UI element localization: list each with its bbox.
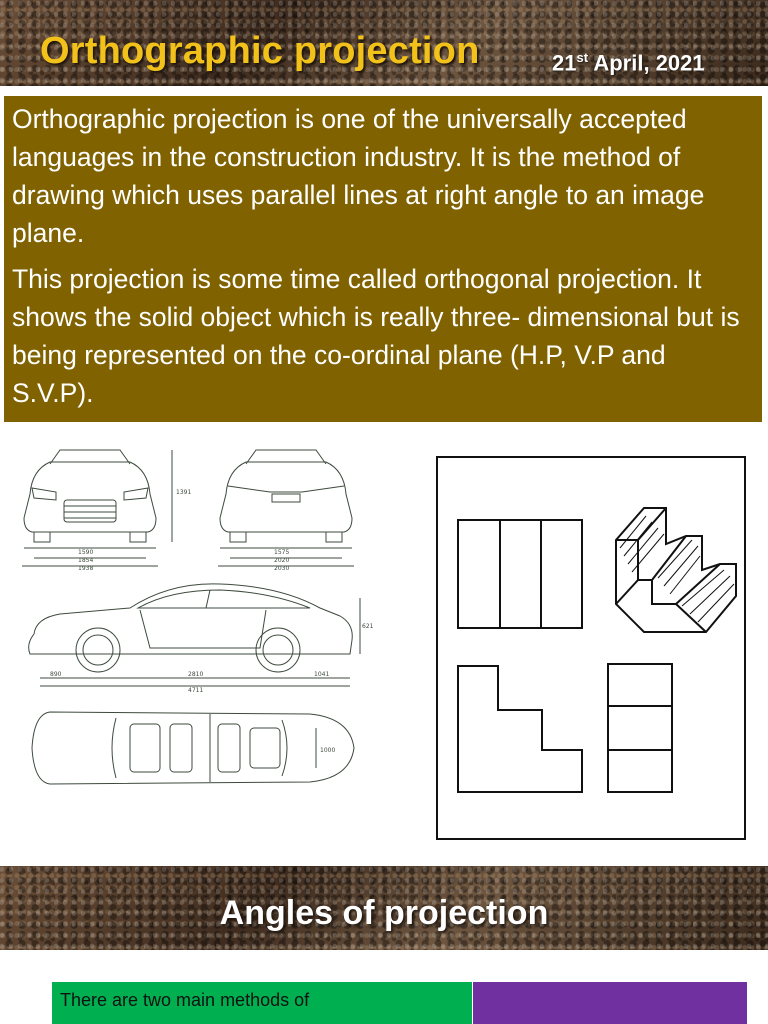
date-day: 21 — [552, 50, 577, 76]
paragraph-definition: Orthographic projection is one of the universally accepted languages in the construction industry. It is the method of drawing which uses parallel lines at right angle to an image plane. — [12, 104, 705, 248]
car-top-view — [32, 712, 354, 784]
front-dim-2: 1854 — [78, 557, 94, 564]
definition-textbox — [4, 96, 762, 422]
methods-intro-text: There are two main methods of — [60, 990, 310, 1010]
front-dim-1: 1590 — [78, 549, 94, 556]
header-banner — [0, 0, 768, 86]
side-height-dim: 621 — [362, 623, 374, 630]
top-dim-1: 1000 — [320, 747, 336, 754]
stair-block-orthographic-drawing — [436, 456, 746, 840]
date-label — [552, 50, 705, 76]
section-title: Angles of projection — [219, 894, 549, 932]
side-dim-2: 2810 — [188, 671, 204, 678]
rear-dim-3: 2030 — [274, 565, 290, 572]
side-dim-4: 1041 — [314, 671, 330, 678]
date-rest: April, 2021 — [588, 50, 705, 76]
drawing-frame — [437, 457, 745, 839]
car-front-view — [22, 450, 172, 566]
section-banner — [0, 866, 768, 950]
car-orthographic-drawing — [20, 448, 374, 818]
purple-box — [473, 982, 747, 1024]
rear-dim-1: 1575 — [274, 549, 290, 556]
paragraph-orthogonal: This projection is some time called orthogonal projection. It shows the solid object which is really three- dimensional but is being represented on the co-ordinal plane (H.P, V.P and S.V.P). — [12, 264, 740, 408]
side-dim-1: 890 — [50, 671, 62, 678]
date-suffix: st — [576, 50, 589, 65]
rear-dim-2: 2020 — [274, 557, 290, 564]
front-height-dim: 1391 — [176, 489, 192, 496]
side-dim-3: 4711 — [188, 687, 204, 694]
methods-intro-box — [52, 982, 472, 1024]
front-dim-3: 1938 — [78, 565, 94, 572]
page-title: Orthographic projection — [40, 30, 480, 72]
